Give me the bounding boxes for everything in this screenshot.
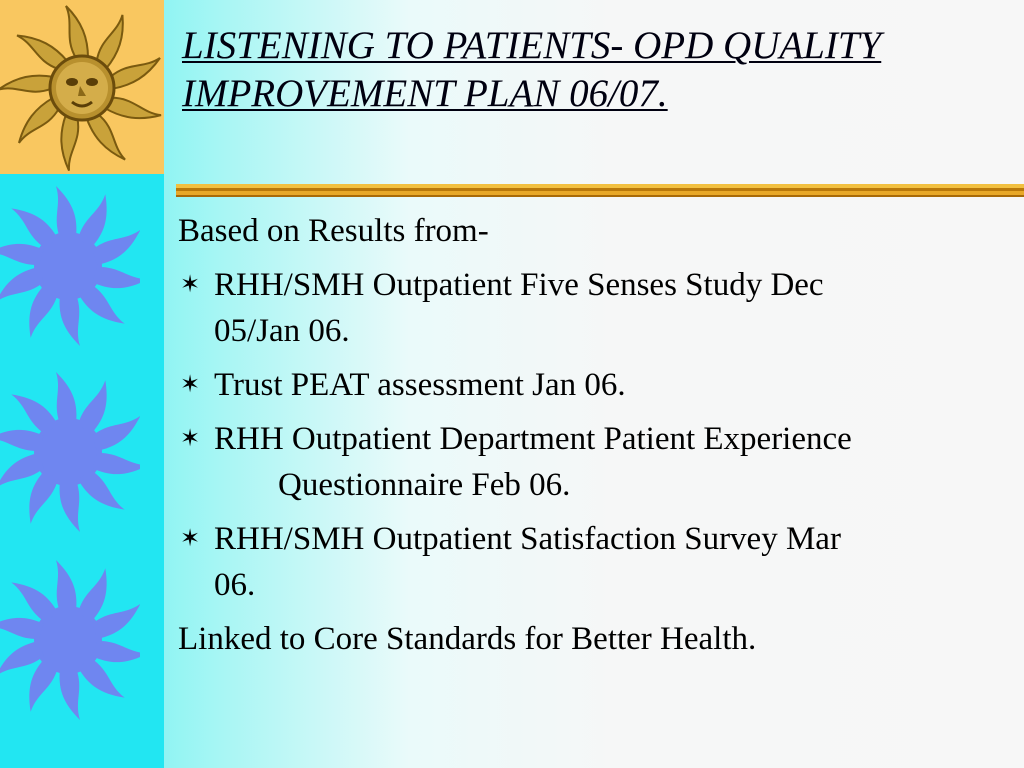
gold-divider-rule — [176, 180, 1024, 200]
golden-sun-face-icon — [0, 0, 164, 174]
star-bullet-icon: ✶ — [180, 272, 201, 298]
slide-title-line-1: LISTENING TO PATIENTS- OPD QUALITY — [182, 24, 882, 67]
blue-sun-decoration-2 — [0, 372, 140, 532]
slide-title-line-2: IMPROVEMENT PLAN 06/07. — [182, 72, 668, 115]
bullet-line: Questionnaire Feb 06. — [278, 467, 571, 503]
bullet-line: RHH/SMH Outpatient Satisfaction Survey Mar — [214, 521, 841, 557]
sun-logo — [0, 0, 164, 174]
list-item — [178, 262, 998, 354]
bullet-text — [214, 262, 998, 354]
bullet-line: 05/Jan 06. — [214, 313, 350, 349]
list-item — [178, 362, 998, 408]
star-bullet-icon: ✶ — [180, 526, 201, 552]
bullet-line: RHH Outpatient Department Patient Experience — [214, 421, 852, 457]
blue-sun-icon — [0, 560, 140, 720]
bullet-text — [214, 516, 998, 608]
list-item — [178, 516, 998, 608]
bullet-text — [214, 416, 998, 508]
blue-sun-icon — [0, 372, 140, 532]
slide-body — [178, 208, 998, 670]
star-bullet-icon: ✶ — [180, 426, 201, 452]
list-item — [178, 416, 998, 508]
slide-title — [182, 22, 1002, 118]
closing-text: Linked to Core Standards for Better Health. — [178, 621, 757, 657]
star-bullet-icon: ✶ — [180, 372, 201, 398]
bullet-line: 06. — [214, 567, 256, 603]
blue-sun-icon — [0, 186, 140, 346]
blue-sun-decoration-3 — [0, 560, 140, 720]
bullet-line: RHH/SMH Outpatient Five Senses Study Dec — [214, 267, 824, 303]
blue-sun-decoration-1 — [0, 186, 140, 346]
bullet-text: Trust PEAT assessment Jan 06. — [214, 367, 626, 403]
intro-text: Based on Results from- — [178, 213, 489, 249]
